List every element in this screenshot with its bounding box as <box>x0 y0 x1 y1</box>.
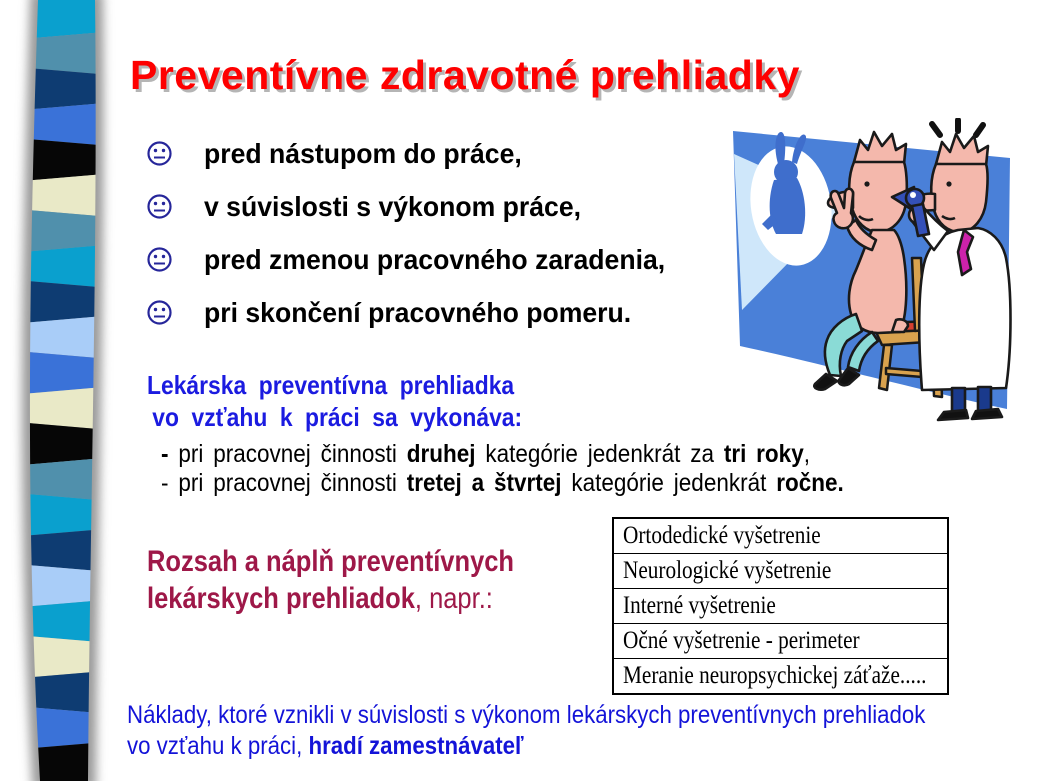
category-line: - pri pracovnej činnosti tretej a štvrtej kategórie jedenkrát ročne. <box>161 469 844 497</box>
category-line: - pri pracovnej činnosti druhej kategórie jedenkrát za tri roky, <box>161 440 810 468</box>
scope-heading <box>147 543 514 617</box>
neutral-face-icon <box>146 246 173 273</box>
bullet-text: pri skončení pracovného pomeru. <box>204 297 632 328</box>
footer-note <box>127 700 925 762</box>
scope-line-2: lekárskych prehliadok, napr.: <box>147 582 493 615</box>
bullet-item <box>146 192 689 245</box>
lead-line-1: Lekárska preventívna prehliadka <box>147 370 515 400</box>
table-row: Meranie neuropsychickej záťaže..... <box>623 662 927 689</box>
category-lines <box>161 440 844 498</box>
footer-line-2: vo vzťahu k práci, hradí zamestnávateľ <box>127 732 524 760</box>
slide-title: Preventívne zdravotné prehliadky <box>130 52 800 98</box>
neutral-face-icon <box>146 140 173 167</box>
bullet-text: pred nástupom do práce, <box>204 138 522 169</box>
bullet-list <box>146 139 689 351</box>
lead-line-2: vo vzťahu k práci sa vykonáva: <box>152 402 523 432</box>
neutral-face-icon <box>146 193 173 220</box>
bullet-text: v súvislosti s výkonom práce, <box>204 191 582 222</box>
table-row: Ortodedické vyšetrenie <box>614 519 947 554</box>
footer-line-1: Náklady, ktoré vznikli v súvislosti s výkonom lekárskych preventívnych prehliadok <box>127 701 926 729</box>
exam-table <box>612 517 949 695</box>
bullet-text: pred zmenou pracovného zaradenia, <box>204 244 666 275</box>
lead-heading <box>147 369 522 433</box>
table-row: Interné vyšetrenie <box>614 589 947 624</box>
exclamation-marks-icon <box>932 120 983 135</box>
neutral-face-icon <box>146 299 173 326</box>
left-stripe-band <box>0 0 120 781</box>
scope-line-1: Rozsah a náplň preventívnych <box>147 545 515 578</box>
bullet-item <box>146 245 689 298</box>
table-row: Očné vyšetrenie - perimeter <box>614 624 947 659</box>
bullet-item <box>146 298 689 351</box>
doctor-ear-exam-illustration <box>720 118 1030 423</box>
bullet-item <box>146 139 689 192</box>
table-row: Neurologické vyšetrenie <box>614 554 947 589</box>
